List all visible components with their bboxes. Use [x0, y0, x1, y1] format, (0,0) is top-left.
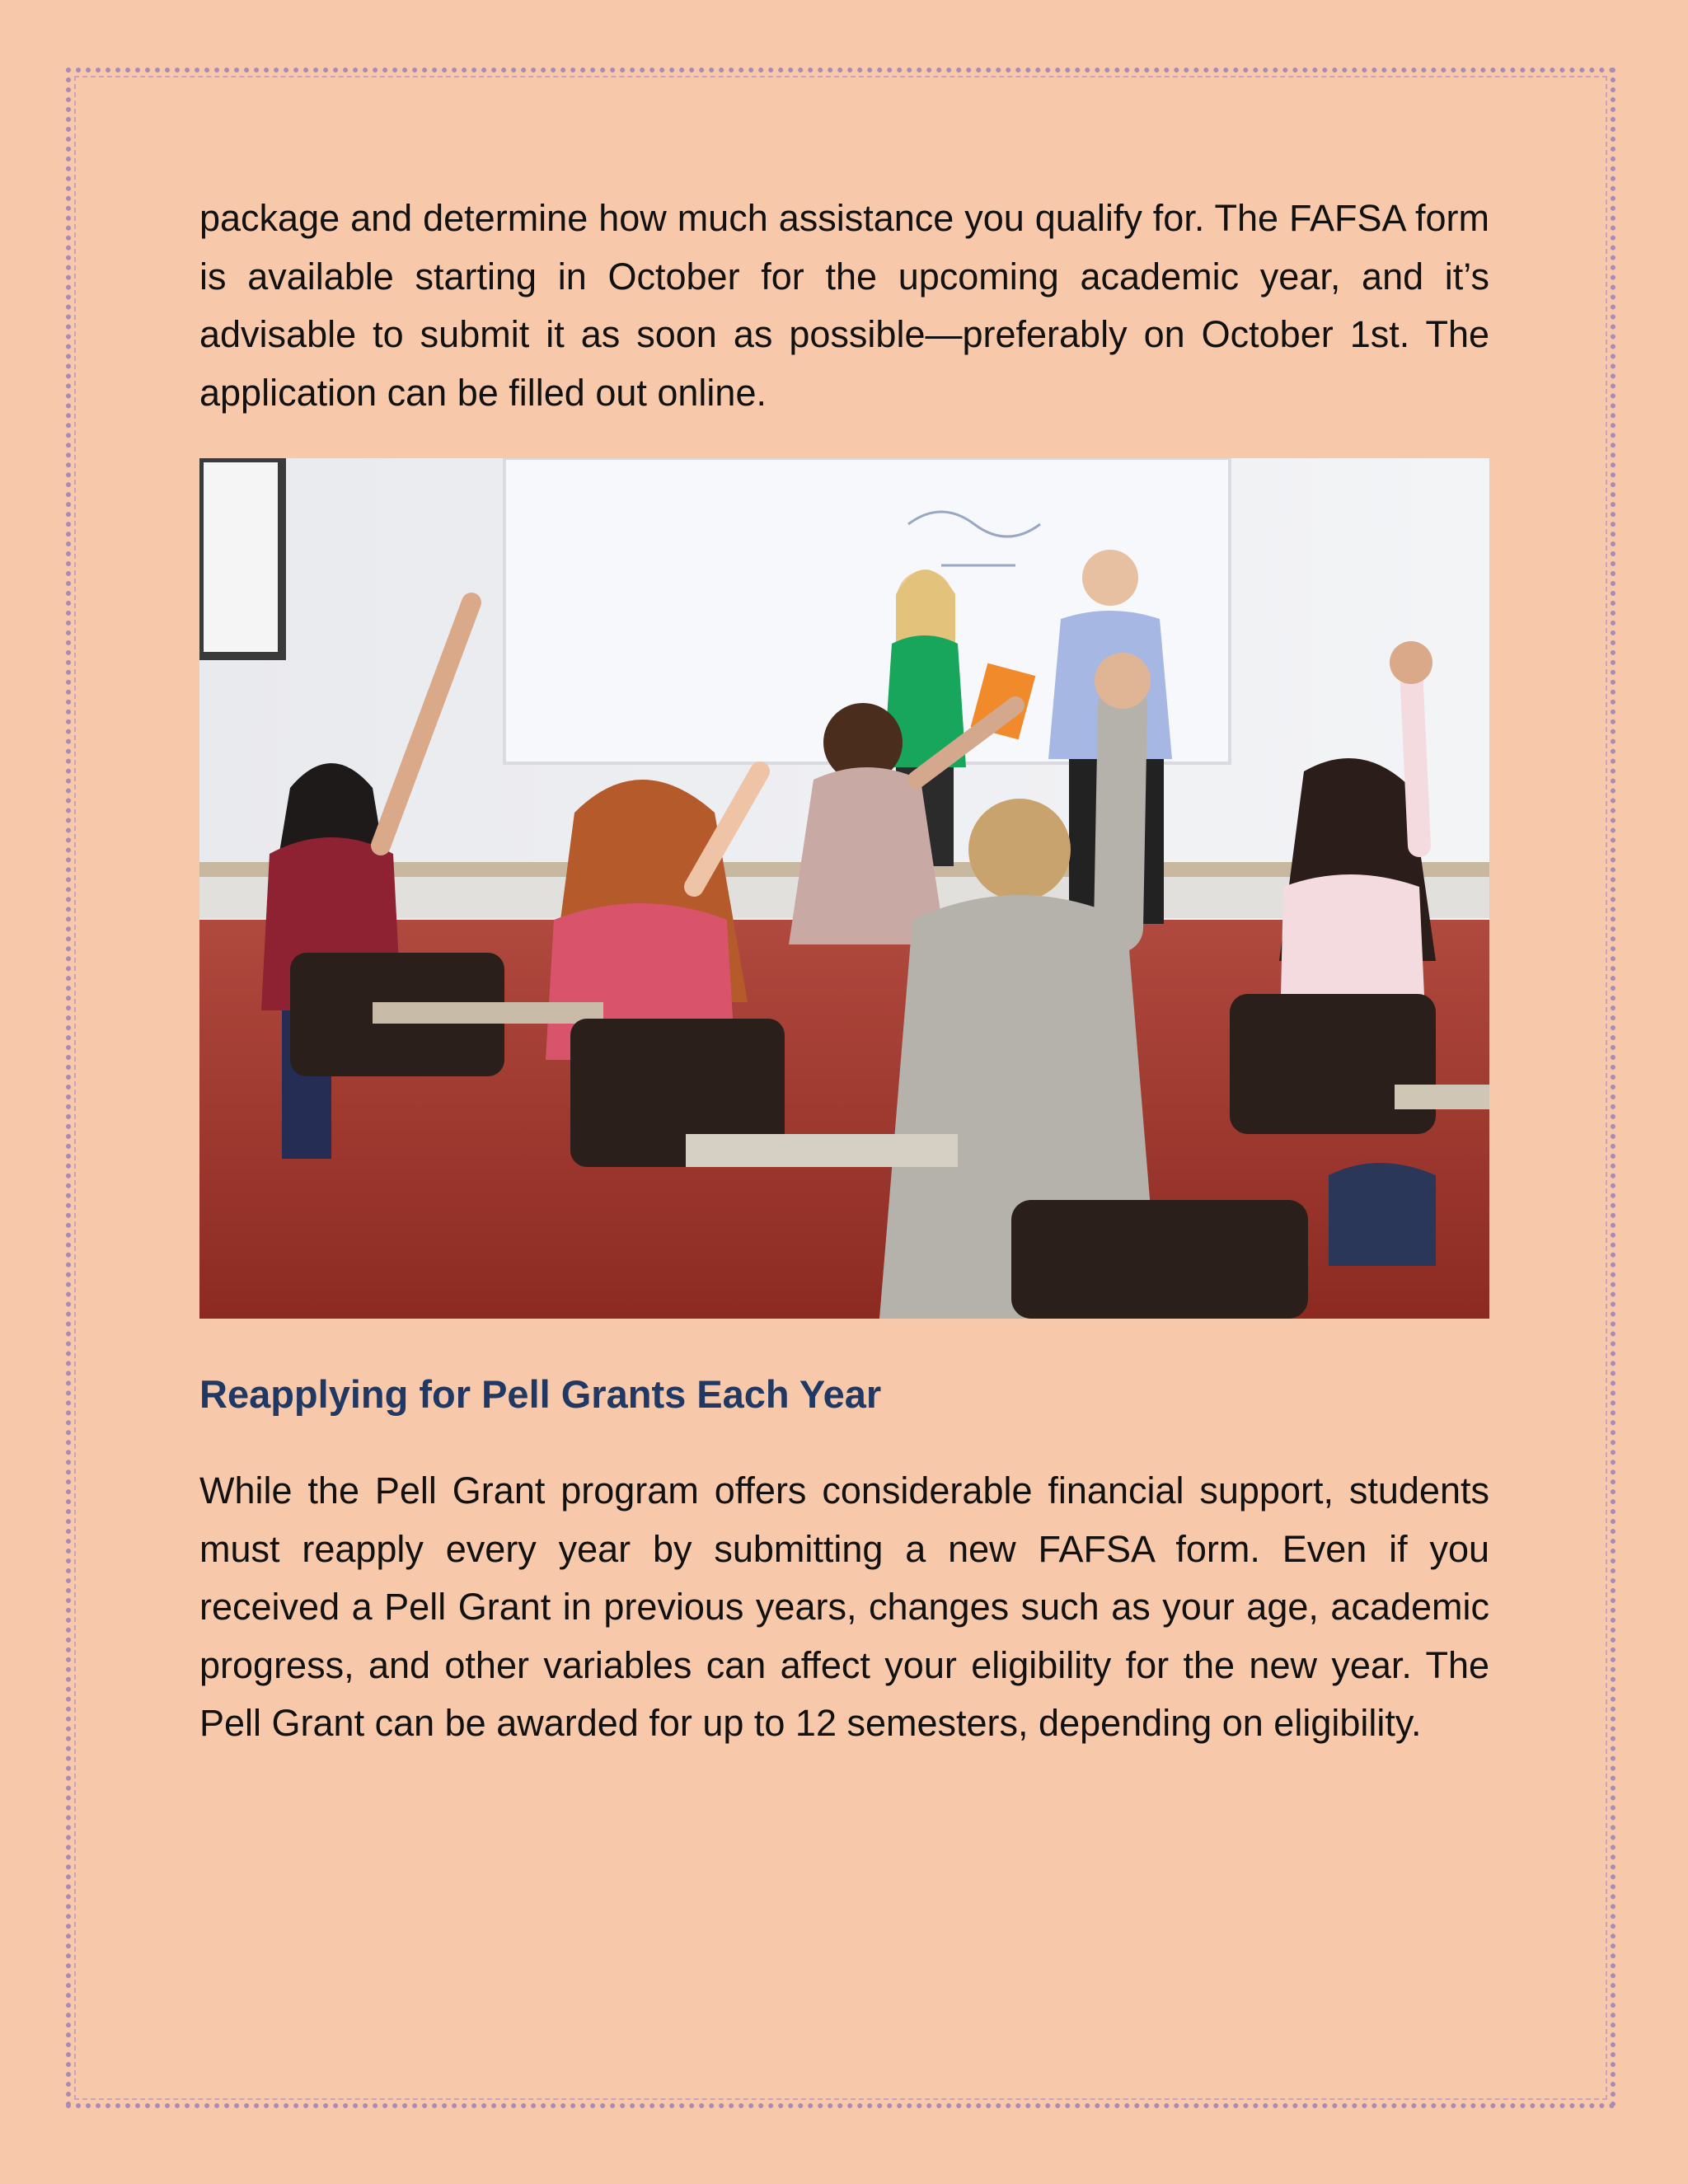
classroom-photo — [199, 458, 1489, 1319]
body-paragraph: While the Pell Grant program offers considerable financial support, students must reapply every year by submitting a new FAFSA form. Even if you received a Pell Grant in previous years, changes such as your age, academic progress, and other variables can affect your eligibility for the new year. The Pell Grant can be awarded for up to 12 semesters, depending on eligibility. — [199, 1469, 1489, 1744]
document-content — [199, 190, 1489, 1753]
section-heading: Reapplying for Pell Grants Each Year — [199, 1372, 882, 1416]
intro-paragraph: package and determine how much assistance you qualify for. The FAFSA form is available starting in October for the upcoming academic year, and it’s advisable to submit it as soon as possible—preferably on October 1st. The application can be filled out online. — [199, 197, 1489, 414]
